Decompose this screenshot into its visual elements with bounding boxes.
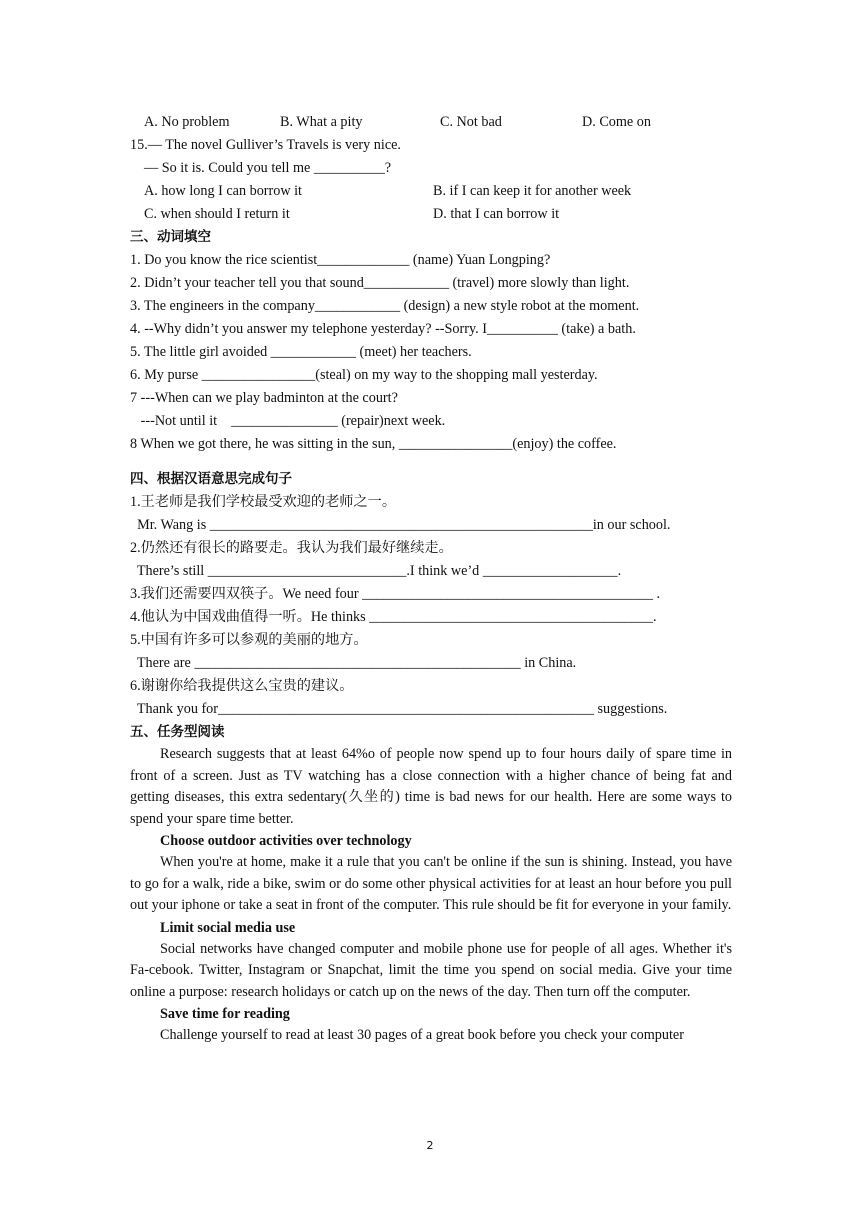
reading-subheading: Limit social media use	[160, 919, 296, 936]
section3-item: ---Not until it _______________ (repair)next week.	[130, 413, 446, 429]
section3-item: 7 ---When can we play badminton at the court?	[130, 390, 398, 406]
spacer	[130, 456, 732, 468]
q14-option-d: D. Come on	[582, 114, 651, 130]
q15-option-a: A. how long I can borrow it	[144, 183, 303, 199]
section3-item: 1. Do you know the rice scientist_____________ (name) Yuan Longping?	[130, 252, 551, 268]
section3-item: 5. The little girl avoided ____________ (meet) her teachers.	[130, 344, 472, 360]
reading-intro-paragraph: Research suggests that at least 64%o of people now spend up to four hours daily of spare time in front of a screen. Just as TV watching has a close connection with a higher chance of being fat and getting diseases, this extra sedentary(久坐的) time is bad news for our health. Here are some ways to spend your spare time better.	[130, 746, 732, 827]
reading-subheading: Choose outdoor activities over technology	[160, 833, 412, 849]
section3-item: 4. --Why didn’t you answer my telephone yesterday? --Sorry. I__________ (take) a bath.	[130, 321, 636, 337]
q15-option-d: D. that I can borrow it	[433, 206, 560, 222]
q14-option-a: A. No problem	[144, 114, 230, 130]
q15-option-b: B. if I can keep it for another week	[433, 183, 632, 199]
section4-item: Thank you for_____________________________________________________ suggestions.	[130, 701, 668, 717]
section4-item: There’s still ____________________________.I think we’d ___________________.	[130, 563, 622, 579]
document-page	[130, 111, 732, 1047]
q15-option-c: C. when should I return it	[144, 206, 290, 222]
section4-item: Mr. Wang is ______________________________________________________in our school.	[130, 517, 671, 533]
q15-options-cd	[130, 203, 732, 226]
reading-paragraph: Challenge yourself to read at least 30 pages of a great book before you check your computer	[160, 1027, 684, 1043]
section4-item: 6.谢谢你给我提供这么宝贵的建议。	[130, 678, 354, 694]
section3-item: 2. Didn’t your teacher tell you that sound____________ (travel) more slowly than light.	[130, 275, 630, 291]
reading-subheading: Save time for reading	[160, 1006, 290, 1022]
q14-option-b: B. What a pity	[280, 114, 363, 130]
section4-item: 4.他认为中国戏曲值得一听。He thinks ________________________________________.	[130, 609, 657, 625]
section4-item: There are ______________________________________________ in China.	[130, 655, 577, 671]
section3-item: 3. The engineers in the company____________ (design) a new style robot at the moment.	[130, 298, 640, 314]
page-number: 2	[426, 1139, 434, 1152]
q15-stem: 15.— The novel Gulliver’s Travels is very nice.	[130, 137, 401, 153]
section3-item: 8 When we got there, he was sitting in the sun, ________________(enjoy) the coffee.	[130, 436, 617, 452]
section4-item: 2.仍然还有很长的路要走。我认为我们最好继续走。	[130, 540, 453, 556]
section3-title: 三、动词填空	[130, 229, 211, 245]
section3-item: 6. My purse ________________(steal) on my way to the shopping mall yesterday.	[130, 367, 598, 383]
section4-item: 5.中国有许多可以参观的美丽的地方。	[130, 632, 368, 648]
section4-item: 1.王老师是我们学校最受欢迎的老师之一。	[130, 494, 397, 510]
section4-item: 3.我们还需要四双筷子。We need four _________________________________________ .	[130, 586, 661, 602]
q15-options-ab	[130, 180, 732, 203]
q15-reply: — So it is. Could you tell me __________?	[144, 160, 392, 176]
reading-paragraph: Social networks have changed computer and mobile phone use for people of all ages. Whether it's Fa-cebook. Twitter, Instagram or Snapchat, limit the time you spend on social media. Give your time online a purpose: research holidays or catch up on the news of the day. Then turn off the computer.	[130, 940, 732, 1000]
reading-paragraph: When you're at home, make it a rule that you can't be online if the sun is shining. Instead, you have to go for a walk, ride a bike, swim or do some other physical activities for at least an hour before you pull out your iphone or take a seat in front of the computer. This rule should be fit for everyone in your family.	[130, 854, 732, 913]
q14-options	[130, 111, 732, 134]
section5-title: 五、任务型阅读	[130, 724, 225, 740]
section4-title: 四、根据汉语意思完成句子	[130, 471, 292, 487]
q14-option-c: C. Not bad	[440, 114, 502, 130]
